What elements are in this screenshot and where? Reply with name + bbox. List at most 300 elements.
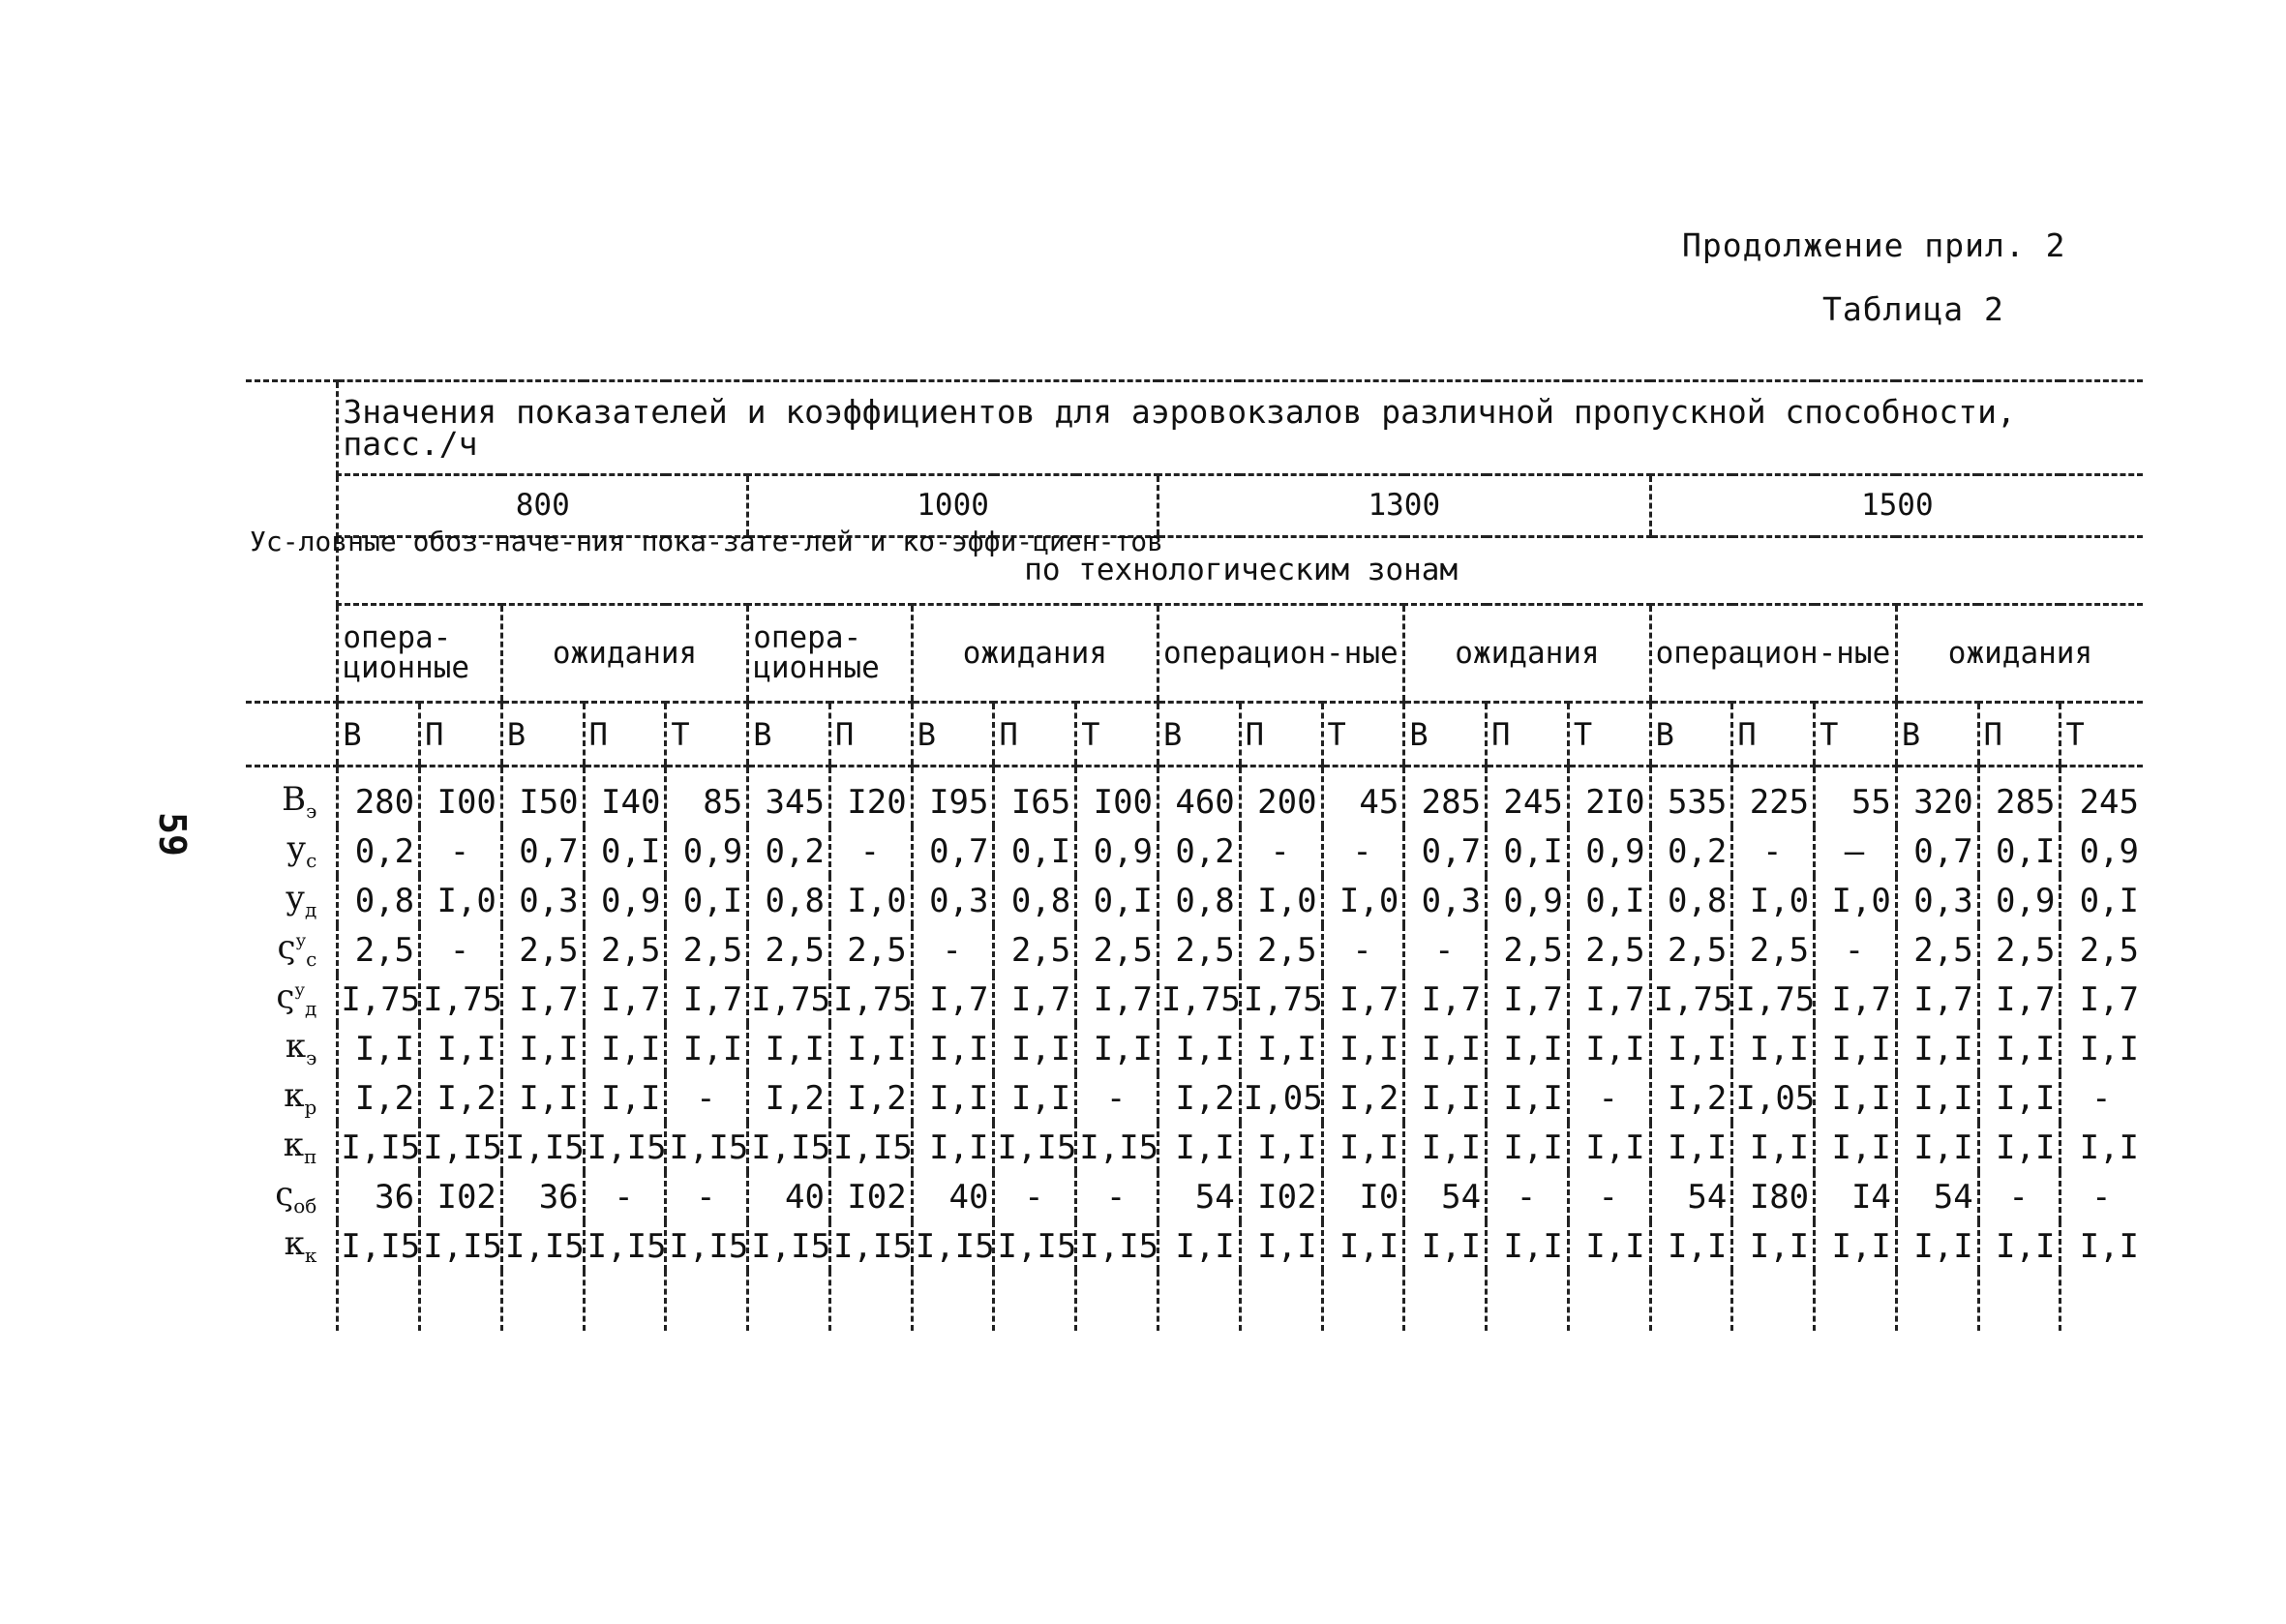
value-cell: I,75 <box>338 975 420 1024</box>
value-cell: I,2 <box>829 1073 912 1123</box>
value-cell: I,0 <box>1322 876 1404 925</box>
value-cell: 0,I <box>1487 827 1569 876</box>
value-cell: I40 <box>584 767 666 827</box>
value-cell: I20 <box>829 767 912 827</box>
value-cell: I,I5 <box>748 1221 830 1271</box>
value-cell: I,05 <box>1240 1073 1322 1123</box>
subheader-cell: Т <box>1568 703 1650 767</box>
value-cell: I,I <box>1650 1024 1732 1073</box>
value-cell: I,75 <box>1240 975 1322 1024</box>
value-cell: - <box>666 1172 748 1221</box>
value-cell: I,I <box>584 1024 666 1073</box>
value-cell: - <box>912 925 994 975</box>
value-cell: I,I5 <box>420 1221 502 1271</box>
value-cell: I,I5 <box>501 1123 584 1172</box>
subheader-cell: Т <box>1322 703 1404 767</box>
value-cell: I,I <box>1240 1221 1322 1271</box>
subheader-cell: П <box>584 703 666 767</box>
value-cell: I,I <box>1404 1123 1487 1172</box>
value-cell: 2,5 <box>1240 925 1322 975</box>
value-cell: I,I <box>1322 1024 1404 1073</box>
value-cell: I,75 <box>829 975 912 1024</box>
value-cell: 0,9 <box>666 827 748 876</box>
value-cell: 40 <box>748 1172 830 1221</box>
value-cell: I,I <box>420 1024 502 1073</box>
value-cell: I,I <box>1404 1221 1487 1271</box>
value-cell: I,I <box>1978 1073 2060 1123</box>
value-cell: I,I <box>2060 1024 2143 1073</box>
value-cell: 0,9 <box>584 876 666 925</box>
value-cell: I,I <box>994 1024 1076 1073</box>
value-cell: 285 <box>1404 767 1487 827</box>
value-cell: I,I5 <box>501 1221 584 1271</box>
value-cell: I,I <box>584 1073 666 1123</box>
value-cell: I0 <box>1322 1172 1404 1221</box>
value-cell: 0,I <box>666 876 748 925</box>
value-cell: 2,5 <box>1978 925 2060 975</box>
row-symbol: $у_с$ <box>286 829 317 872</box>
value-cell: - <box>1732 827 1815 876</box>
value-cell: I,I <box>1815 1073 1897 1123</box>
value-cell: 36 <box>501 1172 584 1221</box>
value-cell: I,I <box>1240 1123 1322 1172</box>
value-cell: 45 <box>1322 767 1404 827</box>
value-cell: 2,5 <box>1487 925 1569 975</box>
value-cell: I95 <box>912 767 994 827</box>
value-cell: 0,I <box>584 827 666 876</box>
value-cell: I,I <box>1568 1221 1650 1271</box>
table-row <box>246 827 2143 876</box>
zones-label: по технологическим зонам <box>338 537 2143 605</box>
value-cell: I,7 <box>1322 975 1404 1024</box>
empty-cell <box>748 1271 830 1331</box>
empty-cell <box>1404 1271 1487 1331</box>
value-cell: I,I <box>1487 1024 1569 1073</box>
value-cell: 0,8 <box>748 876 830 925</box>
value-cell: I,0 <box>1732 876 1815 925</box>
value-cell: I,I <box>1815 1221 1897 1271</box>
value-cell: I,I5 <box>994 1123 1076 1172</box>
empty-cell <box>1322 1271 1404 1331</box>
table-row <box>246 925 2143 975</box>
table-row <box>246 975 2143 1024</box>
value-cell: I,I <box>1158 1024 1241 1073</box>
value-cell: I,I <box>1487 1073 1569 1123</box>
table-row <box>246 1221 2143 1271</box>
value-cell: - <box>1322 827 1404 876</box>
empty-cell <box>420 1271 502 1331</box>
empty-cell <box>1650 1271 1732 1331</box>
table-row <box>246 876 2143 925</box>
value-cell: I,I5 <box>1076 1221 1158 1271</box>
value-cell: I,I5 <box>338 1123 420 1172</box>
value-cell: 2,5 <box>501 925 584 975</box>
row-symbol: $\varsigma_{об}$ <box>275 1175 317 1218</box>
value-cell: 0,9 <box>1487 876 1569 925</box>
value-cell: 2,5 <box>338 925 420 975</box>
value-cell: I,75 <box>1650 975 1732 1024</box>
value-cell: 0,3 <box>912 876 994 925</box>
value-cell: I,I <box>1076 1024 1158 1073</box>
table-row <box>246 1024 2143 1073</box>
value-cell: 85 <box>666 767 748 827</box>
value-cell: I,I <box>1322 1221 1404 1271</box>
value-cell: - <box>2060 1073 2143 1123</box>
subheader-cell: В <box>1650 703 1732 767</box>
row-symbol: $к_р$ <box>284 1076 317 1119</box>
value-cell: - <box>1240 827 1322 876</box>
value-cell: I,I <box>1404 1073 1487 1123</box>
value-cell: I,I <box>1896 1024 1978 1073</box>
value-cell: I,0 <box>1240 876 1322 925</box>
value-cell: I,7 <box>1487 975 1569 1024</box>
value-cell: I02 <box>829 1172 912 1221</box>
value-cell: 2,5 <box>666 925 748 975</box>
value-cell: 55 <box>1815 767 1897 827</box>
value-cell: I,I <box>666 1024 748 1073</box>
zone-header: операцион-ные <box>1158 605 1404 703</box>
value-cell: I,I5 <box>666 1221 748 1271</box>
value-cell: 345 <box>748 767 830 827</box>
subheader-cell: Т <box>2060 703 2143 767</box>
zone-header: ожидания <box>1896 605 2143 703</box>
value-cell: 0,7 <box>912 827 994 876</box>
value-cell: I,2 <box>1650 1073 1732 1123</box>
value-cell: 0,I <box>1568 876 1650 925</box>
value-cell: I,I <box>1240 1024 1322 1073</box>
value-cell: I,7 <box>1896 975 1978 1024</box>
empty-cell <box>1568 1271 1650 1331</box>
value-cell: - <box>1978 1172 2060 1221</box>
value-cell: I,I <box>1896 1123 1978 1172</box>
value-cell: I,I <box>1404 1024 1487 1073</box>
value-cell: 2,5 <box>1076 925 1158 975</box>
page-number: 59 <box>150 812 194 857</box>
value-cell: 0,7 <box>501 827 584 876</box>
value-cell: I,I <box>912 1123 994 1172</box>
value-cell: 460 <box>1158 767 1241 827</box>
value-cell: 2,5 <box>1158 925 1241 975</box>
row-symbol: $к_э$ <box>285 1027 317 1069</box>
value-cell: I,I <box>1650 1221 1732 1271</box>
value-cell: I,0 <box>420 876 502 925</box>
designation-cell <box>246 1271 338 1331</box>
value-cell: I00 <box>420 767 502 827</box>
empty-cell <box>1978 1271 2060 1331</box>
value-cell: 535 <box>1650 767 1732 827</box>
value-cell: I,I <box>1487 1221 1569 1271</box>
zone-header: ожидания <box>912 605 1158 703</box>
value-cell: I,7 <box>584 975 666 1024</box>
value-cell: I80 <box>1732 1172 1815 1221</box>
table-tail-row <box>246 1271 2143 1331</box>
value-cell: 0,7 <box>1404 827 1487 876</box>
row-symbol: $\varsigma^у_д$ <box>276 977 317 1020</box>
value-cell: I,7 <box>1076 975 1158 1024</box>
value-cell: I,75 <box>420 975 502 1024</box>
value-cell: 0,9 <box>2060 827 2143 876</box>
subheader-cell: В <box>1896 703 1978 767</box>
value-cell: I,I5 <box>584 1221 666 1271</box>
value-cell: 0,2 <box>1158 827 1241 876</box>
value-cell: I,I <box>1568 1024 1650 1073</box>
empty-cell <box>994 1271 1076 1331</box>
value-cell: - <box>420 827 502 876</box>
row-symbol: $\varsigma^у_с$ <box>277 928 317 971</box>
capacity-1300: 1300 <box>1158 475 1651 537</box>
empty-cell <box>1815 1271 1897 1331</box>
zone-header: ожидания <box>501 605 747 703</box>
indicators-table <box>246 379 2143 1331</box>
empty-cell <box>666 1271 748 1331</box>
value-cell: 2,5 <box>1650 925 1732 975</box>
value-cell: 245 <box>2060 767 2143 827</box>
value-cell: 2,5 <box>1732 925 1815 975</box>
value-cell: I,I <box>2060 1221 2143 1271</box>
value-cell: I,I <box>1732 1123 1815 1172</box>
value-cell: - <box>1568 1172 1650 1221</box>
subheader-cell: В <box>748 703 830 767</box>
value-cell: - <box>584 1172 666 1221</box>
value-cell: 2,5 <box>584 925 666 975</box>
table-row <box>246 1123 2143 1172</box>
empty-cell <box>1732 1271 1815 1331</box>
value-cell: I,05 <box>1732 1073 1815 1123</box>
value-cell: I02 <box>1240 1172 1322 1221</box>
capacity-800: 800 <box>338 475 748 537</box>
value-cell: 0,8 <box>1650 876 1732 925</box>
value-cell: I,2 <box>420 1073 502 1123</box>
empty-cell <box>1158 1271 1241 1331</box>
value-cell: I,2 <box>1158 1073 1241 1123</box>
subheader-cell: П <box>420 703 502 767</box>
empty-cell <box>501 1271 584 1331</box>
value-cell: I50 <box>501 767 584 827</box>
value-cell: I,I5 <box>420 1123 502 1172</box>
value-cell: 0,7 <box>1896 827 1978 876</box>
value-cell: 2,5 <box>994 925 1076 975</box>
value-cell: 54 <box>1650 1172 1732 1221</box>
value-cell: I,I5 <box>829 1123 912 1172</box>
empty-cell <box>2060 1271 2143 1331</box>
value-cell: I,7 <box>994 975 1076 1024</box>
value-cell: 54 <box>1404 1172 1487 1221</box>
capacity-1500: 1500 <box>1650 475 2143 537</box>
value-cell: 320 <box>1896 767 1978 827</box>
value-cell: - <box>994 1172 1076 1221</box>
value-cell: I,I <box>1650 1123 1732 1172</box>
value-cell: 2,5 <box>829 925 912 975</box>
value-cell: I,I <box>2060 1123 2143 1172</box>
value-cell: 285 <box>1978 767 2060 827</box>
zone-header: ожидания <box>1404 605 1650 703</box>
value-cell: I,I5 <box>666 1123 748 1172</box>
value-cell: 0,I <box>994 827 1076 876</box>
row-symbol: $В_э$ <box>282 780 317 823</box>
value-cell: I,I <box>1322 1123 1404 1172</box>
value-cell: - <box>666 1073 748 1123</box>
table-row <box>246 1073 2143 1123</box>
value-cell: I,I5 <box>994 1221 1076 1271</box>
row-symbol: $у_д$ <box>286 879 317 921</box>
value-cell: I,75 <box>1158 975 1241 1024</box>
designation-header: Ус-ловные обоз-наче-ния пока-зате-лей и ко-эффи-циен-тов <box>246 381 338 703</box>
value-cell: 225 <box>1732 767 1815 827</box>
value-cell: I,I <box>994 1073 1076 1123</box>
value-cell: I,I5 <box>338 1221 420 1271</box>
subheader-cell: В <box>501 703 584 767</box>
value-cell: 0,9 <box>1978 876 2060 925</box>
value-cell: I,I <box>1158 1221 1241 1271</box>
subheader-cell: П <box>1487 703 1569 767</box>
value-cell: - <box>1404 925 1487 975</box>
value-cell: I,7 <box>1815 975 1897 1024</box>
value-cell: I,I <box>1896 1073 1978 1123</box>
value-cell: I,I <box>1732 1024 1815 1073</box>
value-cell: 200 <box>1240 767 1322 827</box>
value-cell: I,I <box>1815 1123 1897 1172</box>
subheader-cell: П <box>1732 703 1815 767</box>
subheader-cell: В <box>1404 703 1487 767</box>
value-cell: 245 <box>1487 767 1569 827</box>
value-cell: I,2 <box>1322 1073 1404 1123</box>
value-cell: 0,9 <box>1076 827 1158 876</box>
continuation-label: Продолжение прил. 2 <box>1682 226 2066 264</box>
value-cell: 2,5 <box>1896 925 1978 975</box>
value-cell: 0,3 <box>501 876 584 925</box>
value-cell: I,0 <box>829 876 912 925</box>
value-cell: I02 <box>420 1172 502 1221</box>
subheader-cell: Т <box>666 703 748 767</box>
subheader-cell: Т <box>1815 703 1897 767</box>
value-cell: I4 <box>1815 1172 1897 1221</box>
empty-cell <box>584 1271 666 1331</box>
value-cell: I,I <box>1158 1123 1241 1172</box>
subheader-cell: П <box>1240 703 1322 767</box>
value-cell: I,I5 <box>748 1123 830 1172</box>
value-cell: - <box>420 925 502 975</box>
value-cell: I,I <box>1978 1123 2060 1172</box>
value-cell: I,I5 <box>1076 1123 1158 1172</box>
value-cell: - <box>1568 1073 1650 1123</box>
value-cell: 36 <box>338 1172 420 1221</box>
value-cell: 0,8 <box>338 876 420 925</box>
subheader-cell: П <box>1978 703 2060 767</box>
value-cell: 40 <box>912 1172 994 1221</box>
value-cell: I,75 <box>748 975 830 1024</box>
empty-cell <box>1896 1271 1978 1331</box>
value-cell: 0,I <box>1978 827 2060 876</box>
value-cell: I00 <box>1076 767 1158 827</box>
value-cell: I,7 <box>1568 975 1650 1024</box>
subheader-cell: П <box>829 703 912 767</box>
value-cell: 0,I <box>2060 876 2143 925</box>
value-cell: - <box>2060 1172 2143 1221</box>
table-title: Значения показателей и коэффициентов для аэровокзалов различной пропускной способности, пасс./ч <box>338 381 2143 475</box>
value-cell: 0,2 <box>1650 827 1732 876</box>
value-cell: - <box>1322 925 1404 975</box>
zone-header: опера-ционные <box>338 605 502 703</box>
value-cell: I,7 <box>501 975 584 1024</box>
capacity-1000: 1000 <box>748 475 1158 537</box>
table-row <box>246 1172 2143 1221</box>
value-cell: 280 <box>338 767 420 827</box>
value-cell: 0,8 <box>994 876 1076 925</box>
value-cell: I,I <box>1732 1221 1815 1271</box>
value-cell: - <box>1076 1073 1158 1123</box>
value-cell: I,2 <box>748 1073 830 1123</box>
value-cell: 0,3 <box>1404 876 1487 925</box>
table-label: Таблица 2 <box>1822 290 2004 328</box>
value-cell: - <box>1815 925 1897 975</box>
empty-cell <box>1076 1271 1158 1331</box>
value-cell: I,I <box>1568 1123 1650 1172</box>
value-cell: - <box>1076 1172 1158 1221</box>
value-cell: 2I0 <box>1568 767 1650 827</box>
empty-cell <box>912 1271 994 1331</box>
value-cell: I,I5 <box>829 1221 912 1271</box>
value-cell: 2,5 <box>2060 925 2143 975</box>
value-cell: 0,3 <box>1896 876 1978 925</box>
value-cell: I,7 <box>912 975 994 1024</box>
value-cell: I,7 <box>666 975 748 1024</box>
table-row <box>246 767 2143 827</box>
value-cell: 0,2 <box>748 827 830 876</box>
value-cell: 2,5 <box>748 925 830 975</box>
subheader-cell: В <box>338 703 420 767</box>
subheader-cell: В <box>912 703 994 767</box>
empty-cell <box>1240 1271 1322 1331</box>
zone-header: операцион-ные <box>1650 605 1896 703</box>
subheader-cell: П <box>994 703 1076 767</box>
value-cell: I,I <box>748 1024 830 1073</box>
empty-cell <box>829 1271 912 1331</box>
value-cell: I,I <box>501 1073 584 1123</box>
value-cell: I,75 <box>1732 975 1815 1024</box>
value-cell: I,2 <box>338 1073 420 1123</box>
value-cell: — <box>1815 827 1897 876</box>
value-cell: I,7 <box>1404 975 1487 1024</box>
value-cell: 0,2 <box>338 827 420 876</box>
value-cell: 0,8 <box>1158 876 1241 925</box>
value-cell: 2,5 <box>1568 925 1650 975</box>
value-cell: I,I <box>912 1073 994 1123</box>
value-cell: I,I5 <box>912 1221 994 1271</box>
value-cell: I,0 <box>1815 876 1897 925</box>
value-cell: I,I <box>1815 1024 1897 1073</box>
subheader-cell: Т <box>1076 703 1158 767</box>
value-cell: 54 <box>1896 1172 1978 1221</box>
value-cell: - <box>829 827 912 876</box>
value-cell: I,I <box>1896 1221 1978 1271</box>
row-symbol: $к_п$ <box>283 1126 317 1168</box>
value-cell: I,I <box>1978 1221 2060 1271</box>
value-cell: - <box>1487 1172 1569 1221</box>
value-cell: I,I5 <box>584 1123 666 1172</box>
value-cell: I,I <box>338 1024 420 1073</box>
value-cell: I,I <box>501 1024 584 1073</box>
subheader-cell: В <box>1158 703 1241 767</box>
value-cell: I65 <box>994 767 1076 827</box>
empty-cell <box>338 1271 420 1331</box>
value-cell: 0,9 <box>1568 827 1650 876</box>
value-cell: 0,I <box>1076 876 1158 925</box>
value-cell: I,I <box>1487 1123 1569 1172</box>
value-cell: I,I <box>829 1024 912 1073</box>
empty-cell <box>1487 1271 1569 1331</box>
value-cell: I,7 <box>2060 975 2143 1024</box>
value-cell: 54 <box>1158 1172 1241 1221</box>
